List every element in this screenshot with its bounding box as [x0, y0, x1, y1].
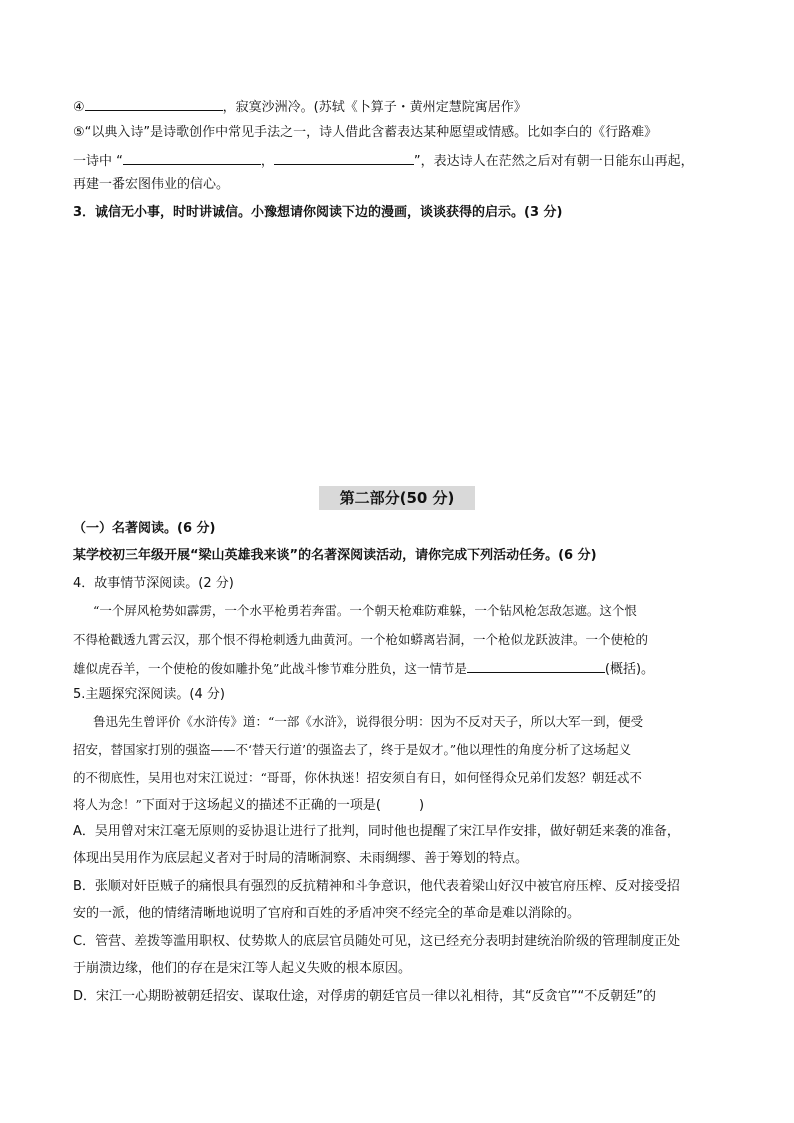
poem-q5-line2: [73, 151, 723, 171]
option-d-line1: D．宋江一心期盼被朝廷招安、谋取仕途，对俘虏的朝廷官员一律以礼相待，其“反贪官”“不反朝廷”的: [73, 989, 656, 1004]
answer-blank[interactable]: [274, 151, 414, 165]
answer-blank[interactable]: [123, 151, 261, 165]
q5-quote-line3: 的不彻底性，吴用也对宋江说过：“哥哥，你休执迷！招安须自有日，如何怪得众兄弟们发怒？朝廷忒不: [73, 770, 642, 785]
q4-quote-line3: [73, 659, 723, 679]
option-a-line1: A．吴用曾对宋江毫无原则的妥协退让进行了批判，同时他也提醒了宋江早作安排，做好朝廷来袭的准备，: [73, 824, 680, 839]
q5-text-c: ”，表达诗人在茫然之后对有朝一日能东山再起，: [413, 154, 694, 169]
q5-quote-line2: 招安，替国家打别的强盗——不‘替天行道’的强盗去了，终于是奴才。”他以理性的角度分析了这场起义: [73, 742, 632, 757]
activity-intro: 某学校初三年级开展“梁山英雄我来谈”的名著深阅读活动，请你完成下列活动任务。(6 分): [73, 548, 597, 563]
poem-q5-line1: ⑤“以典入诗”是诗歌创作中常见手法之一，诗人借此含蓄表达某种愿望或情感。比如李白的《行路难》: [73, 125, 658, 140]
q5-quote-end: 将人为念！”: [73, 797, 142, 812]
option-c-line1: C．管营、差拨等滥用职权、仗势欺人的底层官员随处可见，这已经充分表明封建统治阶级的管理制度正处: [73, 934, 681, 949]
option-a-line2: 体现出吴用作为底层起义者对于时局的清晰洞察、未雨绸缪、善于筹划的特点。: [73, 851, 529, 866]
question-5-heading: 5.主题探究深阅读。(4 分): [73, 687, 225, 702]
answer-blank[interactable]: [467, 659, 605, 673]
q4-answer-hint: (概括)。: [604, 662, 655, 677]
q4-quote-line2: 不得枪戳透九霄云汉，那个恨不得枪刺透九曲黄河。一个枪如蟒离岩洞，一个枪似龙跃波津。一个使枪的: [73, 632, 649, 647]
answer-blank[interactable]: [85, 97, 223, 111]
q5-prompt-close: ): [418, 798, 425, 813]
poem-q5-line3: 再建一番宏图伟业的信心。: [73, 177, 230, 192]
q4-quote-text: 雄似虎吞羊，一个使枪的俊如雕扑兔”此战斗惨节难分胜负，这一情节是: [73, 661, 467, 676]
q4-text: ，寂寞沙洲冷。(苏轼《卜算子・黄州定慧院寓居作》: [222, 100, 527, 115]
option-c-line2: 于崩溃边缘，他们的存在是宋江等人起义失败的根本原因。: [73, 961, 412, 976]
question-4-heading: 4．故事情节深阅读。(2 分): [73, 576, 234, 591]
q4-quote-line1: “一个屏风枪势如霹雳，一个水平枪勇若奔雷。一个朝天枪难防难躲，一个钻风枪怎敌怎遮。这个恨: [93, 603, 637, 618]
q4-mark: ④: [73, 100, 85, 115]
q5-text-b: ，: [260, 154, 274, 169]
q5-quote-line4: [73, 796, 723, 815]
option-b-line1: B．张顺对奸臣贼子的痛恨具有强烈的反抗精神和斗争意识，他代表着梁山好汉中被官府压榨、反对接受招: [73, 879, 680, 894]
section-title: 第二部分(50 分): [319, 486, 475, 510]
q5-prompt: 下面对于这场起义的描述不正确的一项是(: [141, 798, 381, 813]
q5-quote-line1: 鲁迅先生曾评价《水浒传》道：“一部《水浒》，说得很分明：因为不反对天子，所以大军一到，便受: [93, 714, 644, 729]
subsection-heading: （一）名著阅读。(6 分): [73, 521, 216, 536]
q5-text-a: 一诗中 “: [73, 154, 123, 169]
question-3: 3．诚信无小事，时时讲诚信。小豫想请你阅读下边的漫画，谈谈获得的启示。(3 分): [73, 205, 563, 220]
poem-q4-line: [73, 97, 723, 117]
option-b-line2: 安的一派，他的情绪清晰地说明了官府和百姓的矛盾冲突不经完全的革命是难以消除的。: [73, 906, 581, 921]
